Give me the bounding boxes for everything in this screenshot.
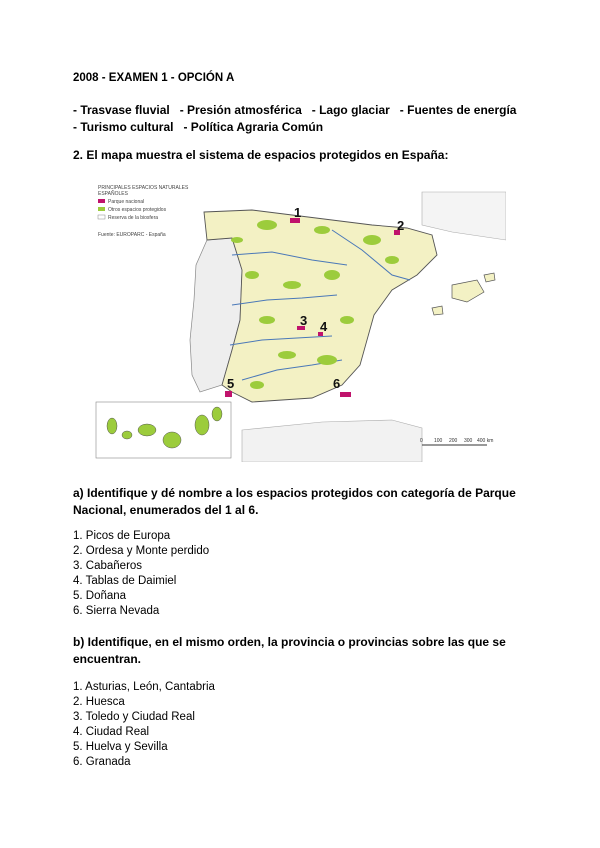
protected-area — [257, 220, 277, 230]
marker-6: 6 — [333, 376, 341, 391]
canary-island — [122, 431, 132, 439]
legend-item-national: Parque nacional — [108, 199, 145, 205]
protected-area — [278, 351, 296, 359]
protected-area — [340, 316, 354, 324]
page-title: 2008 - EXAMEN 1 - OPCIÓN A — [73, 72, 235, 84]
legend-item-protected: Otros espacios protegidos — [108, 207, 167, 213]
legend-swatch-protected — [98, 207, 105, 211]
canary-island — [195, 415, 209, 435]
scale-label: 200 — [449, 438, 458, 444]
protected-area — [324, 270, 340, 280]
canary-island — [163, 432, 181, 448]
protected-area — [363, 235, 381, 245]
list-item: 3. Cabañeros — [73, 560, 143, 572]
legend-swatch-national — [98, 199, 105, 203]
protected-area — [385, 256, 399, 264]
legend-swatch-biosphere — [98, 215, 105, 219]
protected-area — [314, 226, 330, 234]
protected-area — [283, 281, 301, 289]
scale-label: 0 — [420, 438, 423, 444]
marker-1: 1 — [294, 205, 302, 220]
list-item: 4. Tablas de Daimiel — [73, 575, 177, 587]
list-item: 6. Granada — [73, 756, 131, 768]
answers-a-list — [73, 529, 209, 619]
list-item: 1. Picos de Europa — [73, 530, 171, 542]
protected-areas-map — [92, 180, 506, 462]
question-b: b) Identifique, en el mismo orden, la provincia o provincias sobre las que se encuentran. — [73, 635, 506, 666]
topics-list — [73, 102, 516, 136]
list-item: 5. Doñana — [73, 590, 127, 602]
legend-title-2: ESPAÑOLES — [98, 191, 128, 197]
topics-line-2: - Turismo cultural - Política Agraria Común — [73, 120, 324, 134]
answers-b-list — [73, 680, 215, 770]
protected-area — [250, 381, 264, 389]
canary-island — [212, 407, 222, 421]
protected-area — [317, 355, 337, 365]
list-item: 4. Ciudad Real — [73, 726, 150, 738]
scale-label: 300 — [464, 438, 473, 444]
legend-source: Fuente: EUROPARC - España — [98, 232, 166, 238]
legend-title-1: PRINCIPALES ESPACIOS NATURALES — [98, 185, 189, 191]
marker-4: 4 — [320, 319, 328, 334]
canary-island — [107, 418, 117, 434]
protected-area — [245, 271, 259, 279]
topics-line-1: - Trasvase fluvial - Presión atmosférica - Lago glaciar - Fuentes de energía — [73, 103, 517, 117]
question-a: a) Identifique y dé nombre a los espacios protegidos con categoría de Parque Nacional, enumerados del 1 al 6. — [73, 486, 516, 517]
marker-3: 3 — [300, 313, 308, 328]
list-item: 2. Ordesa y Monte perdido — [73, 545, 210, 557]
marker-5: 5 — [227, 376, 235, 391]
list-item: 3. Toledo y Ciudad Real — [73, 711, 195, 723]
national-park-6 — [340, 392, 351, 397]
protected-area — [259, 316, 275, 324]
protected-area — [231, 237, 243, 243]
marker-2: 2 — [397, 218, 405, 233]
legend-item-biosphere: Reserva de la biosfera — [108, 215, 159, 221]
balearic-menorca — [484, 273, 495, 282]
canary-island — [138, 424, 156, 436]
list-item: 6. Sierra Nevada — [73, 605, 160, 617]
scale-label: 400 km — [477, 438, 494, 444]
list-item: 1. Asturias, León, Cantabria — [73, 681, 215, 693]
balearic-ibiza — [432, 306, 443, 315]
list-item: 2. Huesca — [73, 696, 125, 708]
scale-label: 100 — [434, 438, 443, 444]
map-svg — [92, 180, 506, 462]
national-park-5 — [225, 391, 232, 397]
list-item: 5. Huelva y Sevilla — [73, 741, 168, 753]
question-2: 2. El mapa muestra el sistema de espacios protegidos en España: — [73, 148, 449, 162]
